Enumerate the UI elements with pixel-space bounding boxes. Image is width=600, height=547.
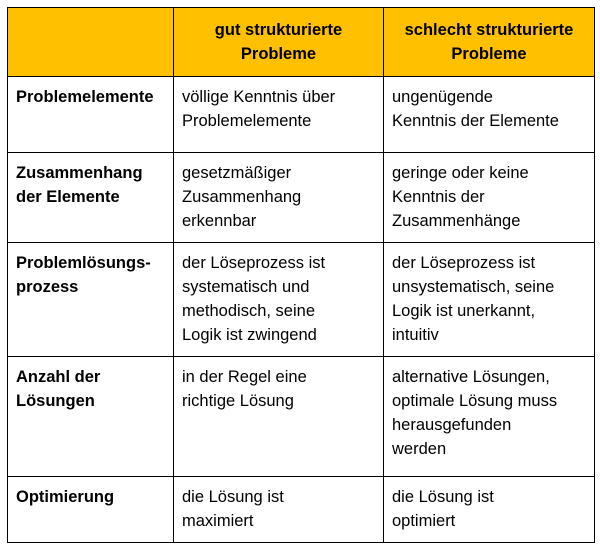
header-well-structured bbox=[174, 8, 384, 77]
table-header-row bbox=[8, 8, 595, 77]
table-row bbox=[8, 153, 595, 243]
row-label: Optimierung bbox=[16, 488, 115, 506]
good-cell bbox=[174, 153, 384, 243]
good-cell bbox=[174, 477, 384, 543]
bad-cell bbox=[384, 243, 595, 357]
bad-text: ungenügende Kenntnis der Elemente bbox=[392, 88, 559, 130]
table-row bbox=[8, 77, 595, 153]
header-corner-cell bbox=[8, 8, 174, 77]
table-row bbox=[8, 477, 595, 543]
row-label-cell bbox=[8, 357, 174, 477]
good-text: der Löseprozess ist systematisch und methodisch, seine Logik ist zwingend bbox=[182, 254, 326, 344]
row-label: Anzahl der Lösungen bbox=[16, 368, 101, 410]
bad-text: die Lösung ist optimiert bbox=[392, 488, 494, 530]
row-label: Problemlösungs- prozess bbox=[16, 254, 151, 296]
row-label-cell bbox=[8, 77, 174, 153]
header-ill-structured-label: schlecht strukturierte Probleme bbox=[404, 21, 574, 63]
table-row bbox=[8, 357, 595, 477]
good-cell bbox=[174, 243, 384, 357]
good-text: in der Regel eine richtige Lösung bbox=[182, 368, 307, 410]
good-cell bbox=[174, 357, 384, 477]
good-cell bbox=[174, 77, 384, 153]
good-text: völlige Kenntnis über Problemelemente bbox=[182, 88, 336, 130]
bad-cell bbox=[384, 77, 595, 153]
bad-text: alternative Lösungen, optimale Lösung muss herausgefunden werden bbox=[392, 368, 558, 458]
row-label-cell bbox=[8, 477, 174, 543]
good-text: die Lösung ist maximiert bbox=[182, 488, 284, 530]
bad-cell bbox=[384, 477, 595, 543]
table-row bbox=[8, 243, 595, 357]
header-well-structured-label: gut strukturierte Probleme bbox=[214, 21, 343, 63]
bad-text: der Löseprozess ist unsystematisch, seine Logik ist unerkannt, intuitiv bbox=[392, 254, 555, 344]
bad-cell bbox=[384, 153, 595, 243]
bad-cell bbox=[384, 357, 595, 477]
bad-text: geringe oder keine Kenntnis der Zusammenhänge bbox=[392, 164, 529, 230]
comparison-table bbox=[7, 7, 595, 543]
good-text: gesetzmäßiger Zusammenhang erkennbar bbox=[182, 164, 302, 230]
row-label: Problemelemente bbox=[16, 88, 154, 106]
row-label-cell bbox=[8, 153, 174, 243]
row-label: Zusammenhang der Elemente bbox=[16, 164, 143, 206]
header-ill-structured bbox=[384, 8, 595, 77]
row-label-cell bbox=[8, 243, 174, 357]
